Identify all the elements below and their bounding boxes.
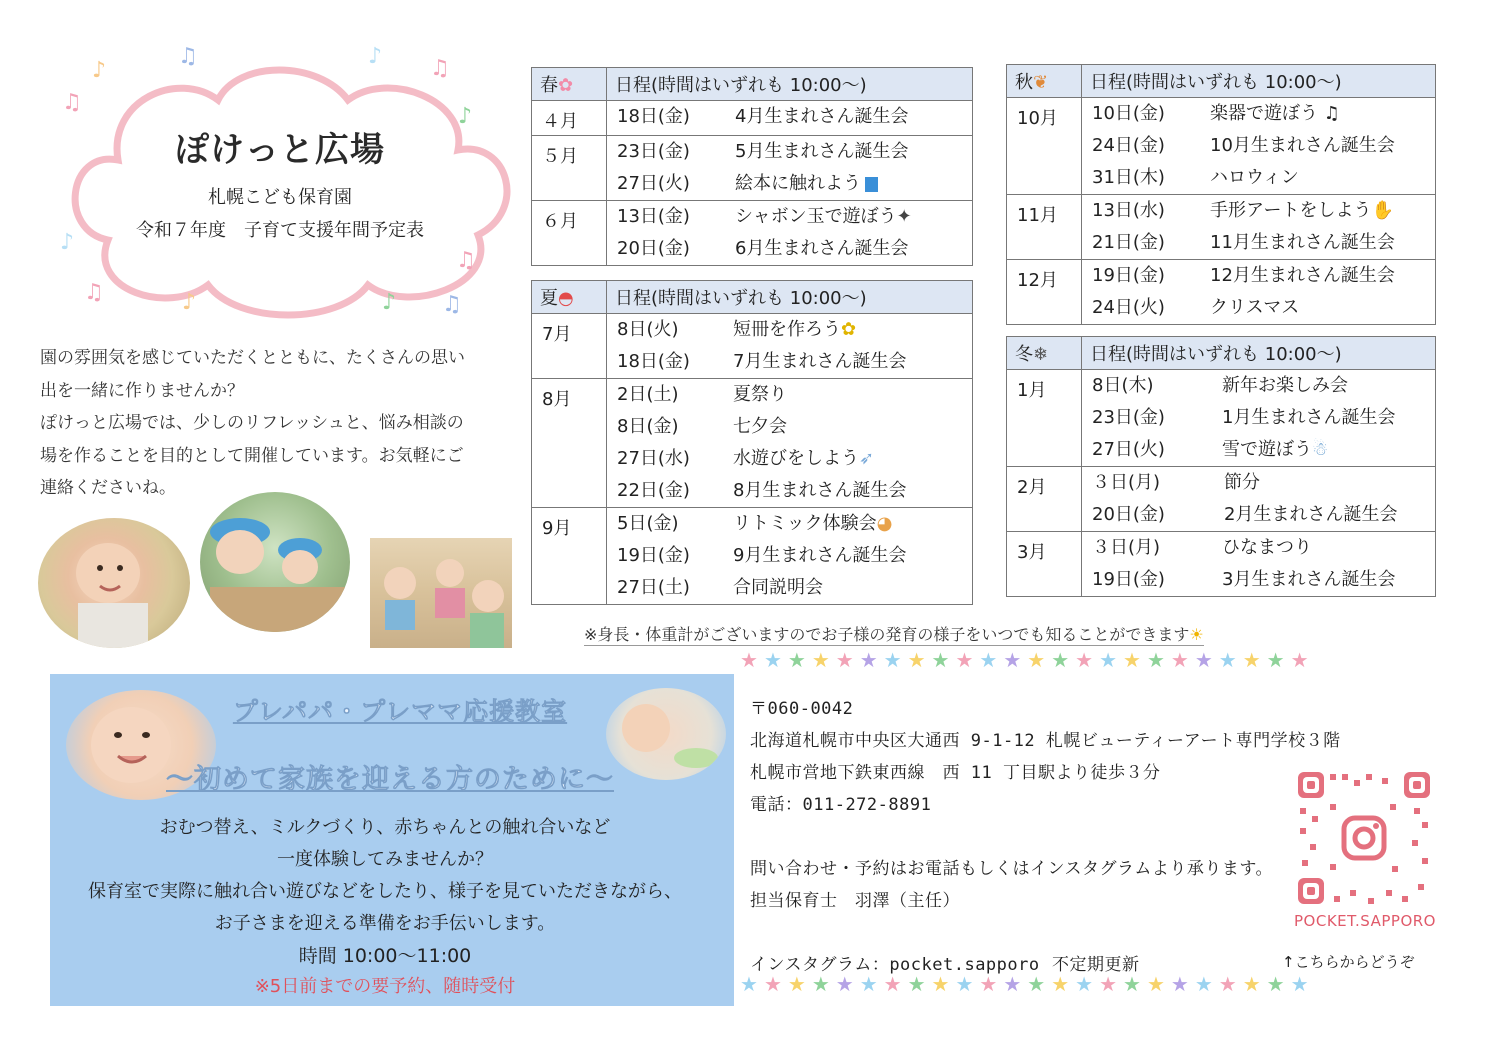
event-name: 七夕会 <box>733 416 787 437</box>
event-name: 手形アートをしよう <box>1210 200 1372 221</box>
schedule-subtitle: 令和７年度 子育て支援年間予定表 <box>136 220 424 241</box>
flower-icon: ✿ <box>558 75 574 96</box>
intro-line: 場を作ることを目的として開催しています。お気軽にご <box>40 445 464 466</box>
event-date: 31日(木) <box>1092 167 1165 188</box>
event-name: 2月生まれさん誕生会 <box>1224 504 1398 525</box>
event-date: 27日(火) <box>1092 439 1165 460</box>
event-date: 13日(水) <box>1092 200 1165 221</box>
table-row <box>532 201 973 266</box>
music-note-icon: ♫ <box>1318 103 1340 124</box>
event-date: 20日(金) <box>617 238 690 259</box>
instagram-handle[interactable]: インスタグラム：pocket.sapporo <box>750 955 1040 975</box>
schedule-header: 日程(時間はいずれも 10:00～) <box>607 281 973 314</box>
table-row <box>532 101 973 136</box>
sunflower-icon: ✿ <box>841 319 857 340</box>
music-note-icon: ♫ <box>442 292 462 317</box>
prepapa-reservation-note: ※5日前までの要予約、随時受付 <box>254 976 516 997</box>
music-note-icon: ♫ <box>456 248 476 273</box>
event-date: 13日(金) <box>617 206 690 227</box>
month-cell: 11月 <box>1007 195 1082 260</box>
table-row <box>532 379 973 508</box>
event-name: 11月生まれさん誕生会 <box>1210 232 1395 253</box>
schedule-header: 日程(時間はいずれも 10:00～) <box>1082 65 1436 98</box>
music-note-icon: ♫ <box>178 44 198 69</box>
music-note-icon: ♪ <box>92 58 107 83</box>
event-name: 5月生まれさん誕生会 <box>735 141 909 162</box>
music-note-icon: ♪ <box>182 290 197 315</box>
event-name: 6月生まれさん誕生会 <box>735 238 909 259</box>
table-row <box>1007 195 1436 260</box>
event-date: 24日(火) <box>1092 297 1165 318</box>
event-name: 1月生まれさん誕生会 <box>1222 407 1396 428</box>
snowman-icon: ☃ <box>1312 439 1329 460</box>
qr-pointer-text: ↑こちらからどうぞ <box>1282 953 1415 971</box>
prepapa-subtitle: ～初めて家族を迎える方のために～ <box>166 764 614 795</box>
music-note-icon: ♪ <box>60 230 75 255</box>
event-name: 4月生まれさん誕生会 <box>735 106 909 127</box>
table-row <box>1007 98 1436 195</box>
music-note-icon: ♪ <box>382 290 397 315</box>
table-row <box>532 508 973 605</box>
month-cell: ６月 <box>532 201 607 266</box>
event-date: 27日(火) <box>617 173 690 194</box>
month-cell: 9月 <box>532 508 607 605</box>
event-name: 雪で遊ぼう <box>1222 439 1312 460</box>
footnote: ※身長・体重計がございますのでお子様の発育の様子をいつでも知ることができます☀ <box>584 622 1204 646</box>
prepapa-line: お子さまを迎える準備をお手伝いします。 <box>214 913 556 934</box>
prepapa-time: 時間 10:00～11:00 <box>298 945 472 967</box>
event-date: 8日(金) <box>617 416 679 437</box>
event-name: 合同説明会 <box>733 577 823 598</box>
event-date: 21日(金) <box>1092 232 1165 253</box>
autumn-schedule-table <box>1006 64 1436 325</box>
event-name: ひなまつり <box>1222 537 1312 558</box>
event-name: シャボン玉で遊ぼう <box>735 206 897 227</box>
spring-schedule-table <box>531 67 973 266</box>
watermelon-icon: ◓ <box>558 288 574 309</box>
event-name: 水遊びをしよう <box>733 448 859 469</box>
event-date: 18日(金) <box>617 106 690 127</box>
qr-label: POCKET.SAPPORO <box>1294 912 1436 930</box>
music-note-icon: ♫ <box>430 56 450 81</box>
event-name: クリスマス <box>1210 297 1300 318</box>
event-date: ３日(月) <box>1092 472 1161 493</box>
music-note-icon: ♫ <box>84 280 104 305</box>
cat-icon: ◕ <box>876 513 893 534</box>
event-date: 2日(土) <box>617 384 679 405</box>
access-info: 札幌市営地下鉄東西線 西 11 丁目駅より徒歩３分 <box>750 763 1161 783</box>
postal-code: 〒060-0042 <box>750 699 854 719</box>
book-icon <box>865 177 878 192</box>
instagram-qr-code[interactable] <box>1294 768 1434 908</box>
summer-schedule-table <box>531 280 973 605</box>
month-cell: 3月 <box>1007 532 1082 597</box>
inquiry-text: 問い合わせ・予約はお電話もしくはインスタグラムより承ります。 <box>750 859 1273 879</box>
event-date: 8日(木) <box>1092 375 1154 396</box>
event-date: 18日(金) <box>617 351 690 372</box>
schedule-header: 日程(時間はいずれも 10:00～) <box>1082 337 1436 370</box>
table-row <box>532 314 973 379</box>
event-date: 23日(金) <box>1092 407 1165 428</box>
intro-line: ぽけっと広場では、少しのリフレッシュと、悩み相談の <box>40 413 464 433</box>
star-border-top: ★★★★★★★★★★★★★★★★★★★★★★★★ <box>740 648 1315 672</box>
month-cell: 7月 <box>532 314 607 379</box>
maple-leaf-icon: ❦ <box>1033 72 1049 93</box>
music-note-icon: ♪ <box>368 44 383 69</box>
staff-in-charge: 担当保育士 羽澤（主任） <box>750 891 960 911</box>
event-date: 23日(金) <box>617 141 690 162</box>
table-row <box>1007 467 1436 532</box>
month-cell: ４月 <box>532 101 607 136</box>
month-cell: ５月 <box>532 136 607 201</box>
intro-line: 園の雰囲気を感じていただくとともに、たくさんの思い <box>40 348 465 368</box>
season-header-spring: 春✿ <box>532 68 607 101</box>
event-date: 19日(金) <box>1092 569 1165 590</box>
prepapa-line: 保育室で実際に触れ合い遊びなどをしたり、様子を見ていただきながら、 <box>88 881 682 902</box>
intro-line: 出を一緒に作りませんか？ <box>40 380 244 401</box>
event-name: 8月生まれさん誕生会 <box>733 480 907 501</box>
child-photo <box>38 518 190 648</box>
nursery-name: 札幌こども保育園 <box>208 187 352 208</box>
intro-line: 連絡くださいね。 <box>40 478 176 498</box>
month-cell: 1月 <box>1007 370 1082 467</box>
event-date: 27日(土) <box>617 577 690 598</box>
event-date: ３日(月) <box>1092 537 1161 558</box>
month-cell: 10月 <box>1007 98 1082 195</box>
event-name: 短冊を作ろう <box>733 319 841 340</box>
season-header-autumn: 秋❦ <box>1007 65 1082 98</box>
event-name: 新年お楽しみ会 <box>1222 375 1348 396</box>
prepapa-line: おむつ替え、ミルクづくり、赤ちゃんとの触れ合いなど <box>159 817 611 838</box>
event-name: 9月生まれさん誕生会 <box>733 545 907 566</box>
event-name: 10月生まれさん誕生会 <box>1210 135 1395 156</box>
season-header-summer: 夏◓ <box>532 281 607 314</box>
event-name: ハロウィン <box>1210 167 1299 188</box>
event-date: 5日(金) <box>617 513 679 534</box>
page-title: ぽけっと広場 <box>175 130 385 170</box>
water-gun-icon: ➶ <box>859 448 875 469</box>
winter-schedule-table <box>1006 336 1436 597</box>
intro-text <box>40 342 520 505</box>
table-row <box>1007 260 1436 325</box>
snowflake-icon: ❄ <box>1033 344 1049 365</box>
classroom-photo <box>370 538 512 648</box>
address: 北海道札幌市中央区大通西 9-1-12 札幌ビューティーアート専門学校３階 <box>750 731 1341 751</box>
event-date: 27日(水) <box>617 448 690 469</box>
hand-icon: ✋ <box>1371 200 1394 221</box>
table-row <box>1007 370 1436 467</box>
update-frequency: 不定期更新 <box>1052 955 1140 975</box>
season-header-winter: 冬❄ <box>1007 337 1082 370</box>
sun-icon: ☀ <box>1189 625 1204 644</box>
event-date: 19日(金) <box>617 545 690 566</box>
event-name: 3月生まれさん誕生会 <box>1222 569 1396 590</box>
table-row <box>532 136 973 201</box>
music-note-icon: ♪ <box>458 104 473 129</box>
event-date: 24日(金) <box>1092 135 1165 156</box>
event-date: 20日(金) <box>1092 504 1165 525</box>
prepapa-line: 一度体験してみませんか？ <box>277 849 493 870</box>
star-border-bottom: ★★★★★★★★★★★★★★★★★★★★★★★★ <box>740 972 1315 996</box>
children-playing-photo <box>200 492 350 632</box>
event-name: 夏祭り <box>733 384 787 405</box>
event-date: 10日(金) <box>1092 103 1165 124</box>
event-name: リトミック体験会 <box>733 513 877 534</box>
event-date: 8日(火) <box>617 319 679 340</box>
month-cell: 8月 <box>532 379 607 508</box>
phone: 電話：011-272-8891 <box>750 795 932 815</box>
prepapa-title: プレパパ・プレママ応援教室 <box>232 697 568 726</box>
month-cell: 12月 <box>1007 260 1082 325</box>
event-date: 19日(金) <box>1092 265 1165 286</box>
event-date: 22日(金) <box>617 480 690 501</box>
schedule-header: 日程(時間はいずれも 10:00～) <box>607 68 973 101</box>
event-name: 12月生まれさん誕生会 <box>1210 265 1395 286</box>
event-name: 7月生まれさん誕生会 <box>733 351 907 372</box>
event-name: 節分 <box>1224 472 1260 493</box>
music-note-icon: ♫ <box>62 90 82 115</box>
sparkle-icon: ✦ <box>896 206 912 227</box>
event-name: 絵本に触れよう <box>735 173 861 194</box>
month-cell: 2月 <box>1007 467 1082 532</box>
table-row <box>1007 532 1436 597</box>
event-name: 楽器で遊ぼう <box>1210 103 1318 124</box>
